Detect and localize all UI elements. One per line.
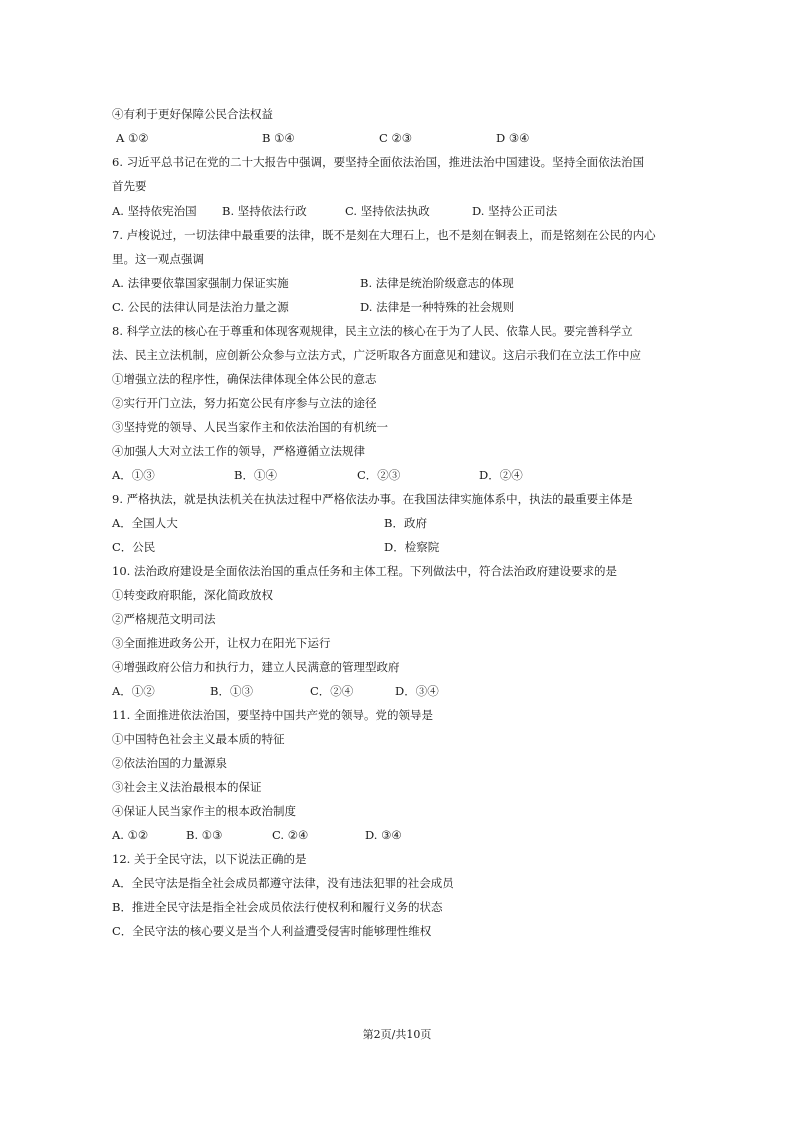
option: B. 法律是统治阶级意志的体现 bbox=[360, 276, 514, 290]
option: B．推进全民守法是指全社会成员依法行使权利和履行义务的状态 bbox=[112, 900, 443, 914]
text-line: ④有利于更好保障公民合法权益 bbox=[112, 107, 273, 121]
option: C. 坚持依法执政 bbox=[345, 204, 430, 218]
option: D．②④ bbox=[479, 468, 523, 482]
statement-2: ②严格规范文明司法 bbox=[112, 612, 216, 626]
statement-3: ③坚持党的领导、人民当家作主和依法治国的有机统一 bbox=[112, 420, 388, 434]
option: B．政府 bbox=[384, 516, 427, 530]
option: D．检察院 bbox=[384, 540, 440, 554]
statement-4: ④加强人大对立法工作的领导，严格遵循立法规律 bbox=[112, 444, 365, 458]
option: C. 公民的法律认同是法治力量之源 bbox=[112, 300, 289, 314]
question-10-text: 10. 法治政府建设是全面依法治国的重点任务和主体工程。下列做法中，符合法治政府建设要求的是 bbox=[112, 564, 617, 578]
option: A. ①② bbox=[112, 828, 149, 842]
question-8-text-cont: 法、民主立法机制，应创新公众参与立法方式，广泛听取各方面意见和建议。这启示我们在立法工作中应 bbox=[112, 348, 641, 362]
question-9-text: 9. 严格执法，就是执法机关在执法过程中严格依法办事。在我国法律实施体系中，执法的最重要主体是 bbox=[112, 492, 633, 506]
option: A. 法律要依靠国家强制力保证实施 bbox=[112, 276, 289, 290]
option: B ①④ bbox=[262, 131, 295, 145]
statement-3: ③社会主义法治最根本的保证 bbox=[112, 780, 262, 794]
option: C. ②④ bbox=[272, 828, 309, 842]
option: D．③④ bbox=[395, 684, 439, 698]
statement-1: ①转变政府职能，深化简政放权 bbox=[112, 588, 273, 602]
question-12-text: 12. 关于全民守法，以下说法正确的是 bbox=[112, 852, 307, 866]
question-7-text-cont: 里。这一观点强调 bbox=[112, 252, 204, 266]
statement-4: ④保证人民当家作主的根本政治制度 bbox=[112, 804, 296, 818]
option: A ①② bbox=[116, 131, 149, 145]
option: D. 坚持公正司法 bbox=[472, 204, 558, 218]
option: C．②③ bbox=[357, 468, 401, 482]
question-6-text-cont: 首先要 bbox=[112, 179, 147, 193]
statement-1: ①中国特色社会主义最本质的特征 bbox=[112, 732, 285, 746]
option: A. 坚持依宪治国 bbox=[112, 204, 197, 218]
option: B. 坚持依法行政 bbox=[222, 204, 307, 218]
statement-1: ①增强立法的程序性，确保法律体现全体公民的意志 bbox=[112, 372, 377, 386]
statement-2: ②实行开门立法，努力拓宽公民有序参与立法的途径 bbox=[112, 396, 377, 410]
question-8-text: 8. 科学立法的核心在于尊重和体现客观规律，民主立法的核心在于为了人民、依靠人民。要完善科学立 bbox=[112, 324, 633, 338]
option: C．公民 bbox=[112, 540, 156, 554]
option: B．①④ bbox=[234, 468, 277, 482]
question-11-text: 11. 全面推进依法治国，要坚持中国共产党的领导。党的领导是 bbox=[112, 708, 433, 722]
question-7-text: 7. 卢梭说过，一切法律中最重要的法律，既不是刻在大理石上，也不是刻在铜表上，而是铭刻在公民的内心 bbox=[112, 228, 656, 242]
option: D. 法律是一种特殊的社会规则 bbox=[360, 300, 515, 314]
statement-3: ③全面推进政务公开，让权力在阳光下运行 bbox=[112, 636, 331, 650]
option: D. ③④ bbox=[365, 828, 402, 842]
statement-4: ④增强政府公信力和执行力，建立人民满意的管理型政府 bbox=[112, 660, 400, 674]
option: A．①③ bbox=[112, 468, 155, 482]
option: B．①③ bbox=[210, 684, 253, 698]
question-6-text: 6. 习近平总书记在党的二十大报告中强调，要坚持全面依法治国，推进法治中国建设。坚持全面依法治国 bbox=[112, 155, 645, 169]
option: A．①② bbox=[112, 684, 155, 698]
statement-2: ②依法治国的力量源泉 bbox=[112, 756, 227, 770]
option: C ②③ bbox=[379, 131, 413, 145]
option: C．②④ bbox=[310, 684, 354, 698]
option: D ③④ bbox=[496, 131, 530, 145]
page-number: 第2页/共10页 bbox=[362, 1028, 432, 1041]
option: A．全国人大 bbox=[112, 516, 178, 530]
option: B. ①③ bbox=[186, 828, 223, 842]
option: C．全民守法的核心要义是当个人利益遭受侵害时能够理性维权 bbox=[112, 924, 432, 938]
option: A．全民守法是指全社会成员都遵守法律，没有违法犯罪的社会成员 bbox=[112, 876, 454, 890]
